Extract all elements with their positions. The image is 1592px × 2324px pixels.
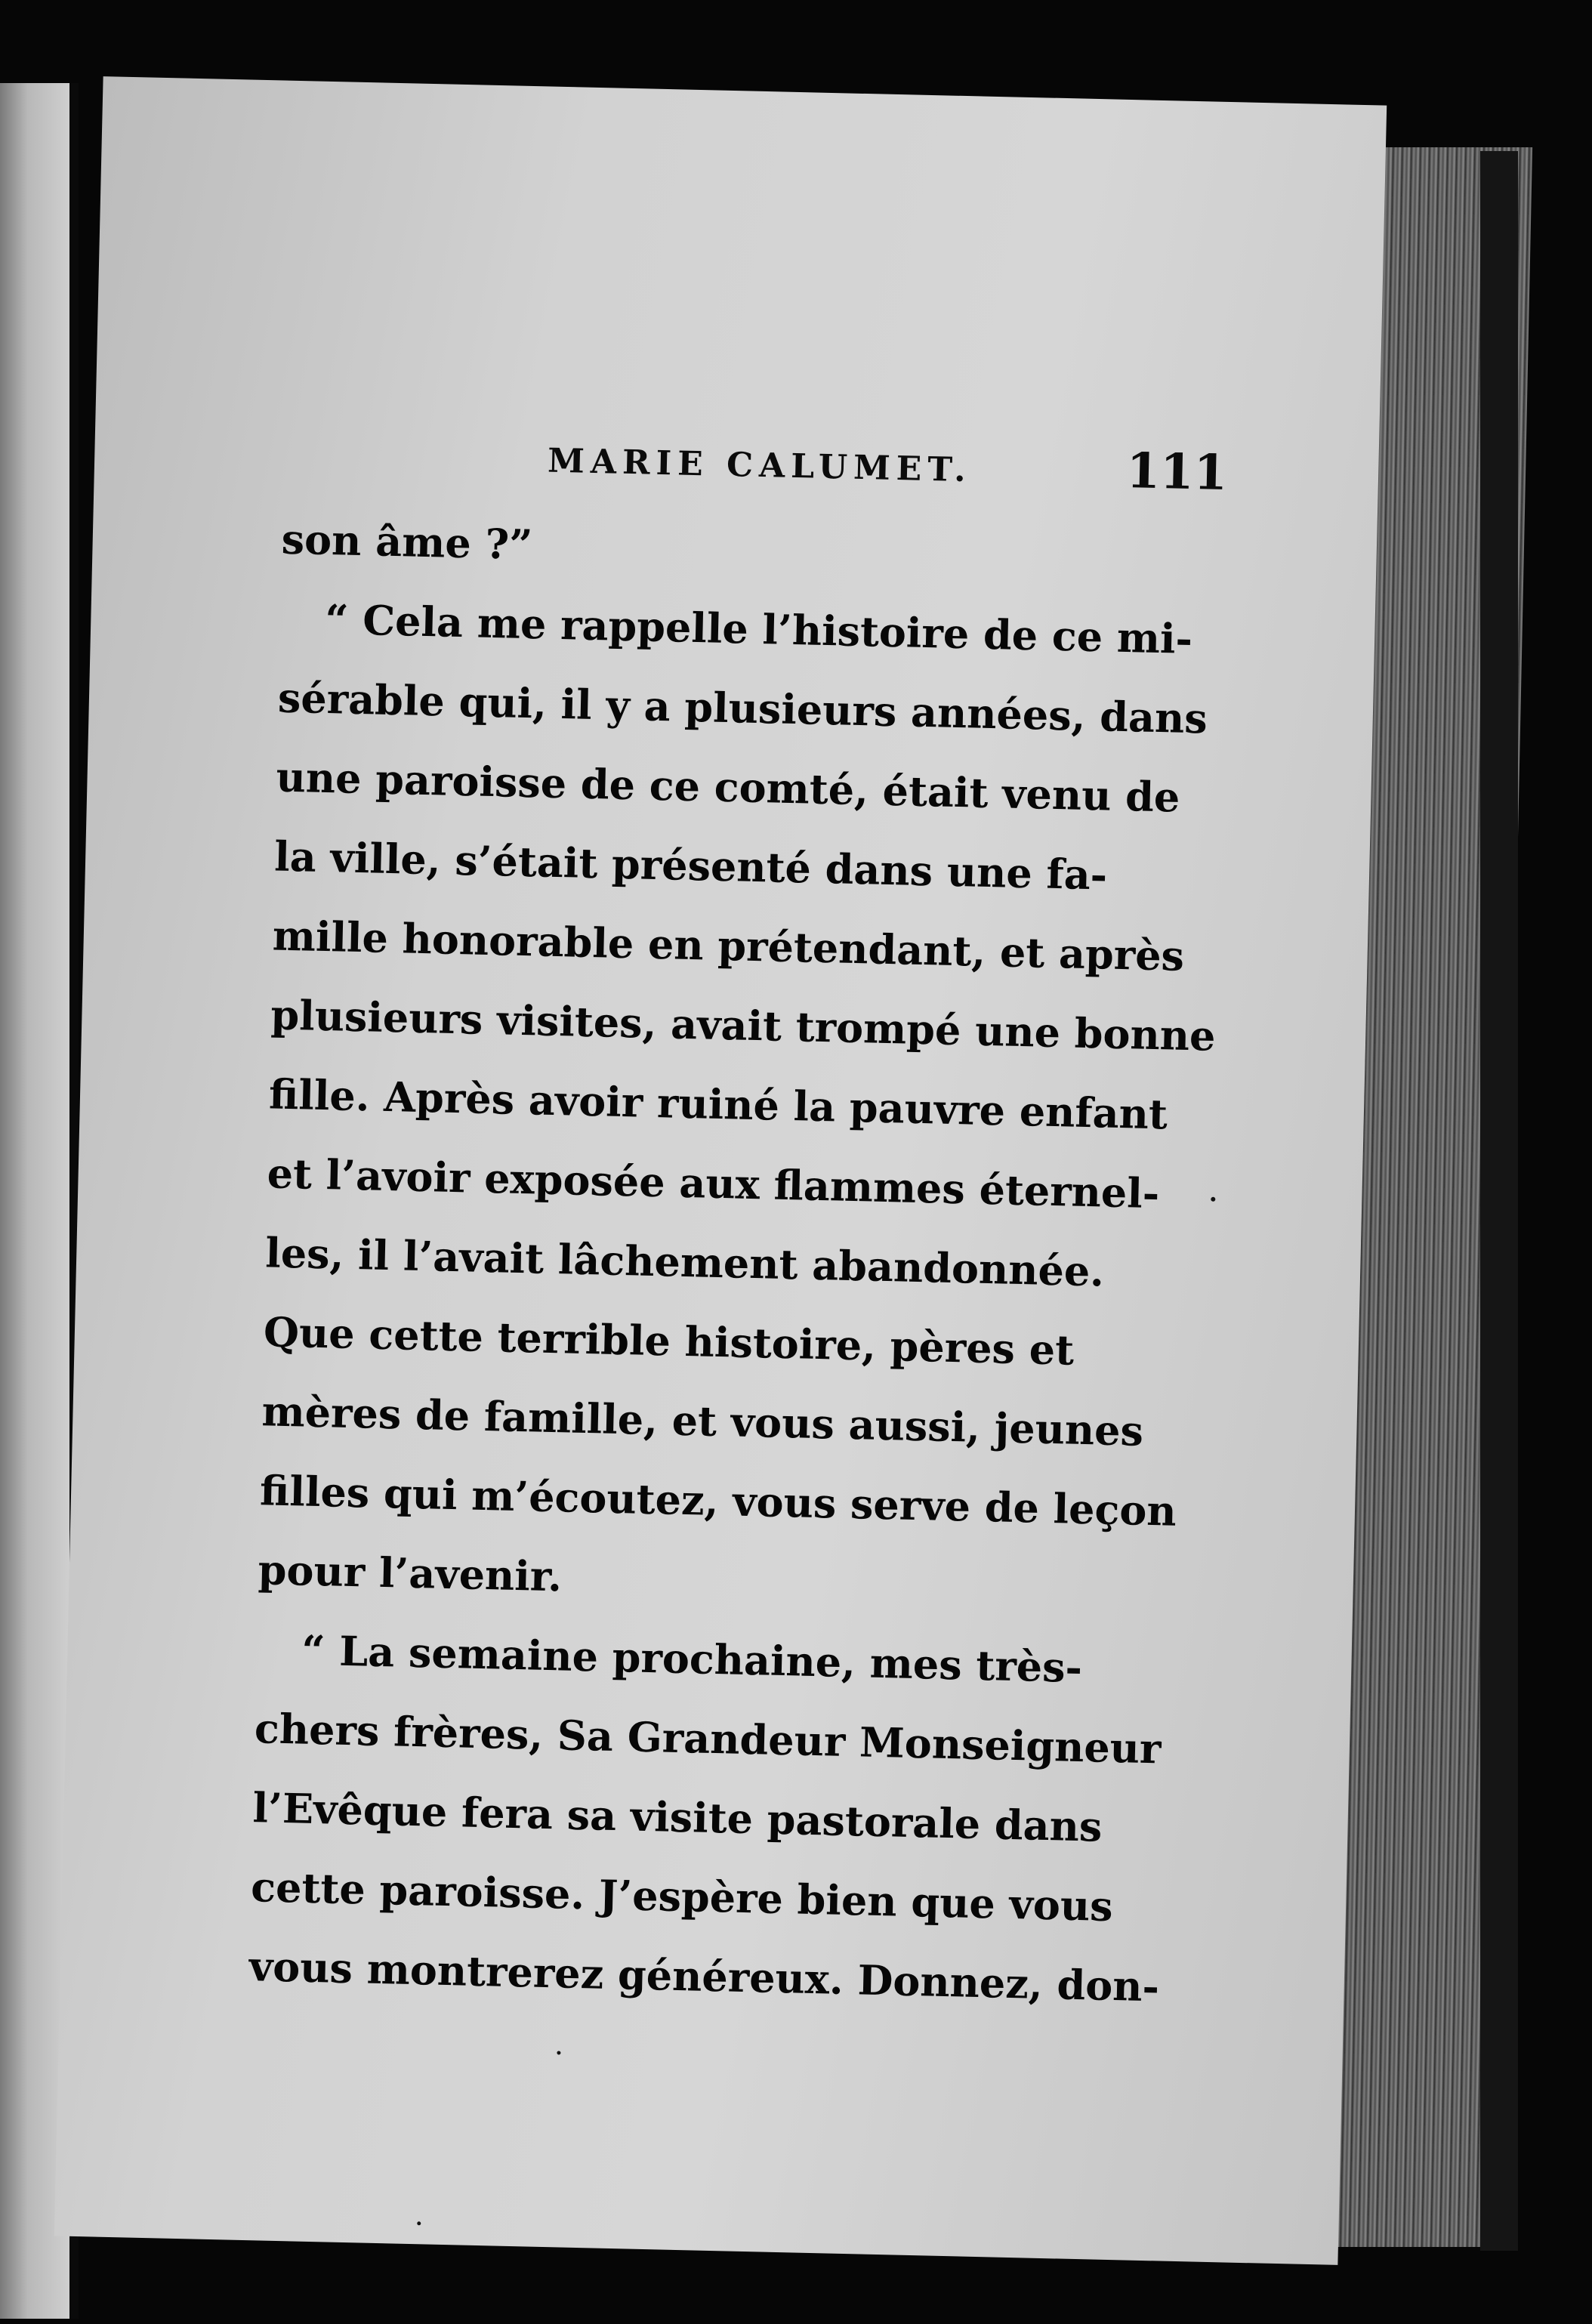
page-number: 111 bbox=[1125, 442, 1228, 502]
text-line: “ La semaine prochaine, mes très- bbox=[301, 1625, 1083, 1693]
text-line: mères de famille, et vous aussi, jeunes bbox=[261, 1387, 1144, 1455]
body-text bbox=[248, 500, 1219, 2028]
text-line: “ Cela me rappelle l’histoire de ce mi- bbox=[324, 594, 1193, 663]
text-line: les, il l’avait lâchement abandonnée. bbox=[264, 1228, 1105, 1296]
ink-speck bbox=[417, 2221, 421, 2225]
text-line: vous montrerez généreux. Donnez, don- bbox=[248, 1942, 1160, 2011]
text-line: fille. Après avoir ruiné la pauvre enfant bbox=[268, 1069, 1168, 1139]
ink-speck bbox=[1211, 1197, 1215, 1202]
text-line: pour l’avenir. bbox=[258, 1545, 563, 1601]
book-cover-edge bbox=[1480, 151, 1518, 2251]
page bbox=[54, 76, 1387, 2265]
text-line: sérable qui, il y a plusieurs années, dans bbox=[277, 673, 1208, 743]
text-line: cette paroisse. J’espère bien que vous bbox=[250, 1863, 1114, 1931]
text-line: la ville, s’était présenté dans une fa- bbox=[273, 832, 1108, 900]
text-line: plusieurs visites, avait trompé une bonne bbox=[270, 990, 1217, 1060]
ink-speck bbox=[557, 2051, 560, 2054]
running-head: MARIE CALUMET. bbox=[547, 441, 973, 490]
text-line: mille honorable en prétendant, et après bbox=[272, 911, 1185, 980]
text-line: Que cette terrible histoire, pères et bbox=[263, 1307, 1075, 1375]
text-line: une paroisse de ce comté, était venu de bbox=[275, 752, 1181, 822]
previous-page-margin bbox=[0, 83, 69, 2319]
text-line: l’Evêque fera sa visite pastorale dans bbox=[251, 1783, 1103, 1851]
text-line: et l’avoir exposée aux flammes éternel- bbox=[267, 1149, 1160, 1218]
text-line: chers frères, Sa Grandeur Monseigneur bbox=[254, 1704, 1162, 1773]
page-header bbox=[547, 434, 1228, 510]
text-line: son âme ?” bbox=[281, 514, 533, 569]
text-line: filles qui m’écoutez, vous serve de leçon bbox=[259, 1466, 1177, 1535]
